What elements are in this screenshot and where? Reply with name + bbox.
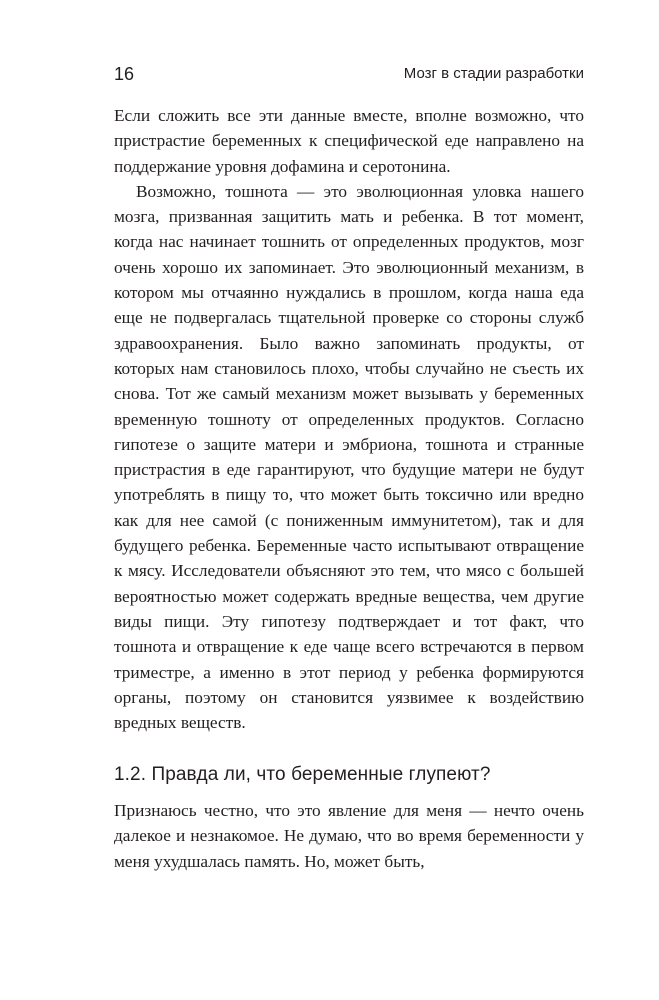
paragraph: Возможно, тошнота — это эволюционная уловка нашего мозга, призванная защитить мать и ребенка. В тот момент, когда нас начинает тошнить от определенных продуктов, мозг очень хорошо их запоминает. Это эволюционный механизм, в котором мы отчаянно нуждались в прошлом, когда наша еда еще не подвергалась тщательной проверке со стороны служб здравоохранения. Было важно запоминать продукты, от которых нам становилось плохо, чтобы случайно не съесть их снова. Тот же самый механизм может вызывать у беременных временную тошноту от определенных продуктов. Согласно гипотезе о защите матери и эмбриона, тошнота и странные пристрастия в еде гарантируют, что будущие матери не будут употреблять в пищу то, что может быть токсично или вредно как для нее самой (с пониженным иммунитетом), так и для будущего ребенка. Беременные часто испытывают отвращение к мясу. Исследователи объясняют это тем, что мясо с большей вероятностью может содержать вредные вещества, чем другие виды пищи. Эту гипотезу подтверждает и тот факт, что тошнота и отвращение к еде чаще всего встречаются в первом триместре, а именно в этот период у ребенка формируются органы, поэтому он становится уязвимее к воздействию вредных веществ. [114, 181, 584, 733]
paragraph: Признаюсь честно, что это явление для меня — нечто очень далекое и незнакомое. Не думаю, что во время беременности у меня ухудшалась память. Но, может быть, [114, 801, 584, 871]
body-text [114, 103, 584, 735]
chapter-title: Мозг в стадии разработки [403, 65, 584, 82]
page-number: 16 [114, 64, 135, 84]
section-body-text [114, 798, 584, 874]
section-heading: 1.2. Правда ли, что беременные глупеют? [114, 764, 491, 785]
running-header [114, 62, 584, 86]
paragraph: Если сложить все эти данные вместе, вполне возможно, что пристрастие беременных к специфической еде направлено на поддержание уровня дофамина и серотонина. [114, 106, 584, 176]
